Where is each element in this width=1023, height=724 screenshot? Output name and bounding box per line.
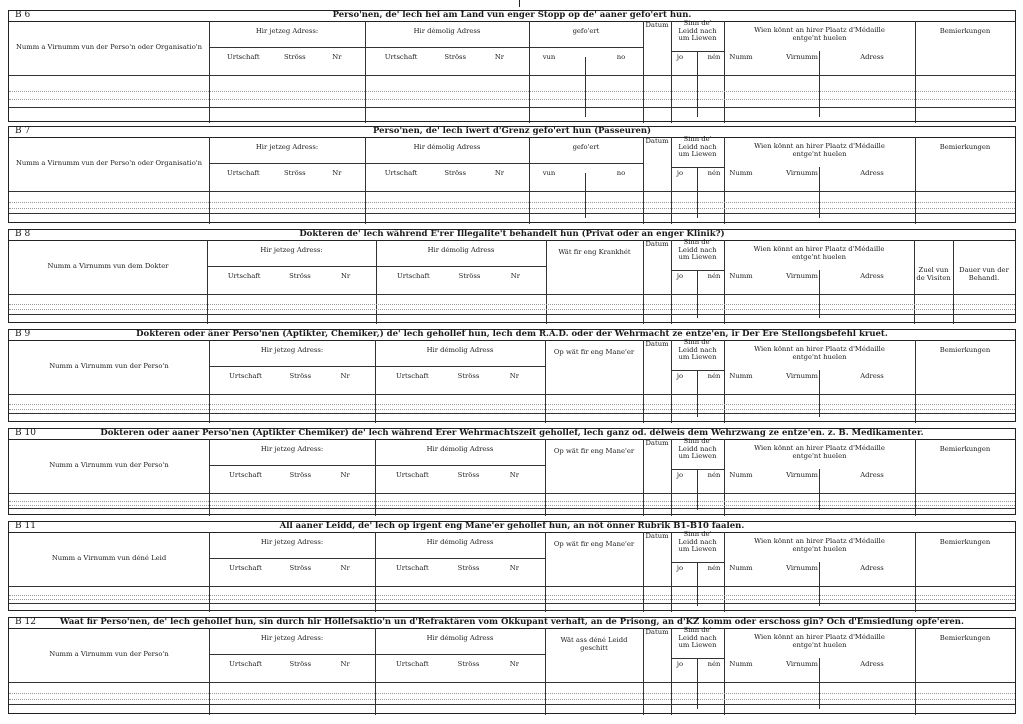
header-bottom-line — [9, 191, 1015, 192]
entry-line — [9, 501, 1015, 502]
header-bottom-line — [9, 394, 1015, 395]
former-address-nr-label: Nr — [509, 372, 519, 380]
section-code: B 7 — [15, 126, 31, 136]
column4-header: Wät ass déné Leidd geschitt — [560, 636, 628, 652]
current-address-nr-label: Nr — [340, 564, 350, 572]
medal-address-label: Adress — [860, 272, 884, 280]
name-column-header: Numm a Virnumm vun der Perso'n — [49, 650, 169, 658]
current-address-nr-label: Nr — [340, 660, 350, 668]
section-code: B 11 — [15, 521, 36, 531]
alive-yes-label: jo — [676, 53, 684, 61]
medal-name-label: Numm — [729, 471, 753, 479]
section-title-row — [9, 522, 1015, 533]
datum-header: Datum — [645, 532, 669, 540]
section-code: B 8 — [15, 229, 31, 239]
alive-status-header: Sinn de' Leidd nach um Liewen — [678, 530, 717, 553]
alive-no-label: nén — [707, 471, 721, 479]
column-divider — [953, 240, 954, 324]
entry-row-divider — [9, 704, 1015, 705]
former-address-header: Hir démolig Adress — [426, 346, 494, 354]
entry-line — [9, 99, 1015, 100]
entry-line — [9, 599, 1015, 600]
column-divider — [671, 532, 672, 612]
medal-address-label: Adress — [860, 372, 884, 380]
column-divider — [724, 240, 725, 324]
medal-firstname-label: Virnumm — [786, 471, 818, 479]
alive-no-label: nén — [707, 372, 721, 380]
current-address-urtschaft-label: Urtschaft — [229, 471, 262, 479]
medal-split — [819, 167, 820, 218]
column-divider — [545, 340, 546, 423]
section-title: Dokteren oder aaner Perso'nen (Aptikter Chemiker) de' lech während Erer Wehrmachtszeit gehollef, lech ganz od. délweis dem Wehrzwang ze entze'en. z. B. Medikamenter. — [100, 428, 924, 438]
medal-name-label: Numm — [729, 564, 753, 572]
section-b6 — [8, 10, 1016, 122]
section-b9 — [8, 329, 1016, 422]
column4-header: Op wät fir eng Mane'er — [553, 540, 635, 548]
datum-header: Datum — [645, 340, 669, 348]
column-divider — [546, 240, 547, 324]
current-address-nr-label: Nr — [340, 471, 350, 479]
medal-name-label: Numm — [729, 372, 753, 380]
section-b12 — [8, 617, 1016, 714]
column-divider — [914, 240, 915, 324]
former-address-nr-label: Nr — [509, 471, 519, 479]
former-address-header: Hir démolig Adress — [413, 27, 481, 35]
current-address-ströss-label: Ströss — [283, 53, 306, 61]
column-divider — [643, 240, 644, 324]
former-address-ströss-label: Ströss — [458, 272, 481, 280]
medal-split — [819, 270, 820, 318]
column-divider — [643, 532, 644, 612]
section-title-row — [9, 429, 1015, 440]
medal-address-label: Adress — [860, 169, 884, 177]
column-divider — [915, 532, 916, 612]
alive-yes-label: jo — [676, 564, 684, 572]
former-address-nr-label: Nr — [494, 169, 505, 177]
medal-firstname-label: Virnumm — [786, 372, 818, 380]
former-address-urtschaft-label: Urtschaft — [384, 169, 418, 177]
column4-split — [585, 173, 586, 218]
medal-recipient-header: Wien könnt an hirer Plaatz d'Médaille entge'nt huelen — [753, 245, 885, 261]
section-b10 — [8, 428, 1016, 515]
entry-row-divider — [9, 603, 1015, 604]
column-divider — [915, 340, 916, 423]
section-title: Dokteren de' lech während E'rer Illegalite't behandelt hun (Privat oder an enger Klinik?) — [299, 229, 725, 239]
former-address-header: Hir démolig Adress — [426, 538, 494, 546]
treatment-duration-header: Dauer vun der Behandl. — [959, 266, 1009, 282]
current-address-ströss-label: Ströss — [289, 372, 312, 380]
address-subheader-line — [209, 366, 545, 367]
column-divider — [545, 628, 546, 715]
former-address-urtschaft-label: Urtschaft — [396, 372, 429, 380]
entry-line — [9, 309, 1015, 310]
header-bottom-line — [9, 294, 1015, 295]
column4-header: Op wät fir eng Mane'er — [553, 348, 635, 356]
entry-row-divider — [9, 508, 1015, 509]
address-subheader-line — [207, 266, 546, 267]
medal-address-label: Adress — [860, 53, 884, 61]
remarks-header: Bemierkungen — [939, 538, 991, 546]
section-code: B 12 — [15, 617, 36, 627]
alive-no-label: nén — [707, 169, 721, 177]
alive-status-header: Sinn de' Leidd nach um Liewen — [678, 135, 717, 158]
alive-status-header: Sinn de' Leidd nach um Liewen — [678, 626, 717, 649]
current-address-urtschaft-label: Urtschaft — [229, 372, 262, 380]
medal-address-label: Adress — [860, 564, 884, 572]
entry-line — [9, 505, 1015, 506]
alive-no-label: nén — [707, 272, 721, 280]
alive-split — [697, 167, 698, 218]
medal-name-label: Numm — [729, 272, 753, 280]
entry-row-divider — [9, 107, 1015, 108]
column-divider — [724, 532, 725, 612]
current-address-ströss-label: Ströss — [289, 564, 312, 572]
current-address-nr-label: Nr — [332, 53, 342, 61]
medal-address-label: Adress — [860, 660, 884, 668]
column-divider — [915, 628, 916, 715]
entry-row-divider — [9, 314, 1015, 315]
column-divider — [671, 240, 672, 324]
entry-line — [9, 208, 1015, 209]
name-column-header: Numm a Virnumm vun der Perso'n oder Organisatio'n — [15, 43, 203, 51]
column-divider — [724, 137, 725, 224]
former-address-nr-label: Nr — [510, 272, 520, 280]
medal-recipient-header: Wien könnt an hirer Plaatz d'Médaille entge'nt huelen — [754, 26, 885, 42]
alive-no-label: nén — [707, 53, 721, 61]
column4-from-label: vun — [542, 169, 556, 177]
datum-header: Datum — [645, 439, 669, 447]
name-column-header: Numm a Virnumm vun der Perso'n oder Organisatio'n — [15, 159, 203, 167]
section-title: All aaner Leidd, de' lech op irgent eng Mane'er gehollef hun, an nöt önner Rubrik B1-B10 faalen. — [279, 521, 745, 531]
column4-header: Op wät fir eng Mane'er — [553, 447, 635, 455]
medal-recipient-header: Wien könnt an hirer Plaatz d'Médaille entge'nt huelen — [754, 142, 885, 158]
section-b11 — [8, 521, 1016, 611]
datum-header: Datum — [645, 240, 669, 248]
alive-status-header: Sinn de' Leidd nach um Liewen — [678, 338, 717, 361]
section-b8 — [8, 229, 1016, 323]
medal-address-label: Adress — [860, 471, 884, 479]
column-divider — [915, 137, 916, 224]
column-divider — [671, 340, 672, 423]
visits-header: Zuel vun de Visiten — [916, 266, 951, 282]
section-title-row — [9, 330, 1015, 341]
column-divider — [643, 137, 644, 224]
entry-row-divider — [9, 213, 1015, 214]
column4-to-label: no — [616, 53, 626, 61]
entry-line — [9, 304, 1015, 305]
medal-recipient-header: Wien könnt an hirer Plaatz d'Médaille entge'nt huelen — [754, 444, 885, 460]
alive-status-header: Sinn de' Leidd nach um Liewen — [678, 19, 717, 42]
former-address-urtschaft-label: Urtschaft — [384, 53, 418, 61]
datum-header: Datum — [645, 137, 669, 145]
current-address-header: Hir jetzeg Adress: — [260, 538, 324, 546]
alive-no-label: nén — [707, 564, 721, 572]
former-address-nr-label: Nr — [509, 564, 519, 572]
current-address-urtschaft-label: Urtschaft — [229, 564, 262, 572]
name-column-header: Numm a Virnumm vun déné Leid — [51, 554, 167, 562]
alive-split — [697, 658, 698, 709]
column-divider — [643, 340, 644, 423]
current-address-ströss-label: Ströss — [289, 272, 311, 280]
column-divider — [671, 628, 672, 715]
current-address-urtschaft-label: Urtschaft — [229, 660, 262, 668]
section-title-row — [9, 11, 1015, 22]
section-title: Dokteren oder äner Perso'nen (Aptikter, Chemiker,) de' lech gehollef hun, lech dem R.A.D. oder der Wehrmacht ze entze'en, ir Der Ere Stellongsbefehl kruet. — [136, 329, 888, 339]
section-code: B 6 — [15, 10, 31, 20]
former-address-urtschaft-label: Urtschaft — [396, 471, 429, 479]
column-divider — [724, 628, 725, 715]
entry-line — [9, 404, 1015, 405]
header-bottom-line — [9, 75, 1015, 76]
address-subheader-line — [209, 558, 545, 559]
entry-line — [9, 409, 1015, 410]
section-title: Perso'nen, de' lech iwert d'Grenz gefo'ert hun (Passeuren) — [372, 126, 652, 136]
medal-firstname-label: Virnumm — [786, 660, 818, 668]
section-title-row — [9, 618, 1015, 629]
current-address-urtschaft-label: Urtschaft — [226, 53, 260, 61]
medal-recipient-header: Wien könnt an hirer Plaatz d'Médaille entge'nt huelen — [754, 537, 885, 553]
section-title-row — [9, 230, 1015, 241]
alive-yes-label: jo — [676, 272, 684, 280]
current-address-header: Hir jetzeg Adress: — [260, 445, 324, 453]
name-column-header: Numm a Virnumm vun der Perso'n — [49, 362, 169, 370]
header-bottom-line — [9, 586, 1015, 587]
remarks-header: Bemierkungen — [939, 634, 991, 642]
column4-subheader-line — [529, 163, 643, 164]
datum-header: Datum — [645, 628, 669, 636]
address-subheader-line — [209, 163, 529, 164]
alive-yes-label: jo — [676, 372, 684, 380]
former-address-ströss-label: Ströss — [444, 53, 467, 61]
column4-split — [585, 57, 586, 117]
former-address-urtschaft-label: Urtschaft — [397, 272, 430, 280]
entry-line — [9, 595, 1015, 596]
address-subheader-line — [209, 47, 529, 48]
current-address-nr-label: Nr — [332, 169, 342, 177]
name-column-header: Numm a Virnumm vun dem Dokter — [47, 262, 169, 270]
entry-line — [9, 91, 1015, 92]
section-code: B 10 — [15, 428, 36, 438]
page-center-mark — [519, 0, 520, 7]
medal-split — [819, 658, 820, 709]
column4-subheader-line — [529, 47, 643, 48]
former-address-ströss-label: Ströss — [444, 169, 467, 177]
name-column-header: Numm a Virnumm vun der Perso'n — [49, 461, 169, 469]
column-divider — [545, 532, 546, 612]
former-address-ströss-label: Ströss — [457, 660, 480, 668]
former-address-header: Hir démolig Adress — [426, 634, 494, 642]
address-subheader-line — [209, 654, 545, 655]
column4-header: gefo'ert — [572, 143, 600, 151]
header-bottom-line — [9, 493, 1015, 494]
remarks-header: Bemierkungen — [939, 143, 991, 151]
current-address-nr-label: Nr — [340, 372, 350, 380]
entry-line — [9, 202, 1015, 203]
current-address-header: Hir jetzeg Adress: — [255, 143, 319, 151]
column-divider — [671, 137, 672, 224]
current-address-header: Hir jetzeg Adress: — [260, 634, 324, 642]
former-address-header: Hir démolig Adress — [427, 246, 495, 254]
column-divider — [724, 340, 725, 423]
medal-recipient-header: Wien könnt an hirer Plaatz d'Médaille entge'nt huelen — [754, 345, 885, 361]
former-address-nr-label: Nr — [494, 53, 505, 61]
address-subheader-line — [209, 465, 545, 466]
current-address-header: Hir jetzeg Adress: — [260, 246, 323, 254]
datum-header: Datum — [645, 21, 669, 29]
column4-header: Wät fir eng Krankhét — [558, 248, 631, 256]
entry-line — [9, 699, 1015, 700]
former-address-nr-label: Nr — [509, 660, 519, 668]
current-address-nr-label: Nr — [340, 272, 351, 280]
entry-line — [9, 693, 1015, 694]
remarks-header: Bemierkungen — [939, 27, 991, 35]
medal-firstname-label: Virnumm — [786, 272, 818, 280]
column4-to-label: no — [616, 169, 626, 177]
column-divider — [529, 137, 530, 224]
current-address-header: Hir jetzeg Adress: — [260, 346, 324, 354]
current-address-header: Hir jetzeg Adress: — [255, 27, 319, 35]
column4-header: gefo'ert — [572, 27, 600, 35]
medal-firstname-label: Virnumm — [786, 564, 818, 572]
former-address-header: Hir démolig Adress — [426, 445, 494, 453]
section-title-row — [9, 127, 1015, 138]
current-address-urtschaft-label: Urtschaft — [227, 272, 261, 280]
former-address-ströss-label: Ströss — [457, 471, 480, 479]
section-code: B 9 — [15, 329, 31, 339]
column4-from-label: vun — [542, 53, 556, 61]
medal-split — [819, 370, 820, 417]
former-address-ströss-label: Ströss — [457, 372, 480, 380]
medal-recipient-header: Wien könnt an hirer Plaatz d'Médaille entge'nt huelen — [754, 633, 885, 649]
section-title: Perso'nen, de' lech hei am Land vun enger Stopp op de' aaner gefo'ert hun. — [332, 10, 692, 20]
alive-yes-label: jo — [676, 660, 684, 668]
current-address-ströss-label: Ströss — [289, 660, 312, 668]
section-title: Waat fir Perso'nen, de' lech gehollef hun, sin durch hir Höllefsaktio'n un d'Refraktären vom Okkupant verhaft, an de Prisong, an d'KZ komm oder erschoss gin? Och d'Emsiedlung opfe'eren. — [60, 617, 964, 627]
alive-split — [697, 270, 698, 318]
medal-name-label: Numm — [729, 660, 753, 668]
former-address-urtschaft-label: Urtschaft — [396, 564, 429, 572]
current-address-urtschaft-label: Urtschaft — [226, 169, 260, 177]
entry-row-divider — [9, 413, 1015, 414]
medal-name-label: Numm — [729, 53, 753, 61]
medal-name-label: Numm — [729, 169, 753, 177]
alive-status-header: Sinn de' Leidd nach um Liewen — [678, 238, 717, 261]
alive-yes-label: jo — [676, 169, 684, 177]
current-address-ströss-label: Ströss — [283, 169, 306, 177]
header-bottom-line — [9, 682, 1015, 683]
medal-firstname-label: Virnumm — [786, 169, 818, 177]
former-address-ströss-label: Ströss — [457, 564, 480, 572]
alive-status-header: Sinn de' Leidd nach um Liewen — [678, 437, 717, 460]
former-address-header: Hir démolig Adress — [413, 143, 481, 151]
column-divider — [643, 628, 644, 715]
remarks-header: Bemierkungen — [939, 445, 991, 453]
medal-firstname-label: Virnumm — [786, 53, 818, 61]
alive-split — [697, 370, 698, 417]
former-address-urtschaft-label: Urtschaft — [396, 660, 429, 668]
section-b7 — [8, 126, 1016, 223]
alive-yes-label: jo — [676, 471, 684, 479]
current-address-ströss-label: Ströss — [289, 471, 312, 479]
alive-no-label: nén — [707, 660, 721, 668]
remarks-header: Bemierkungen — [939, 346, 991, 354]
